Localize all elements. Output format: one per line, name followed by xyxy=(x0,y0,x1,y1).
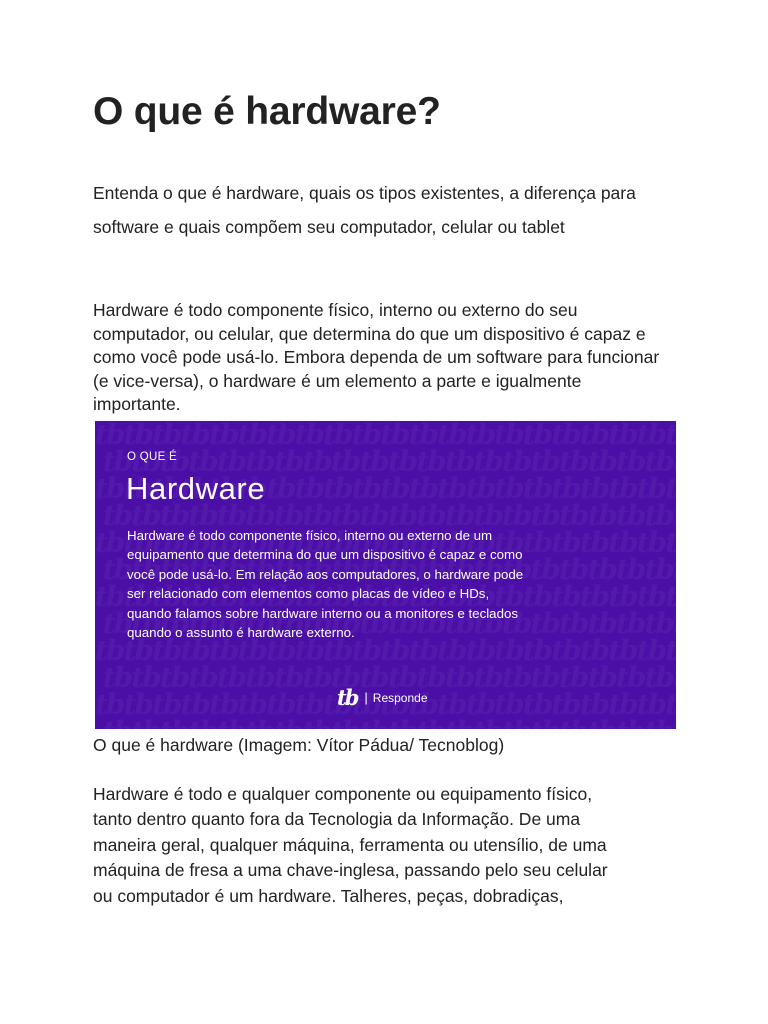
hardware-infographic-image xyxy=(95,421,676,729)
figure-body-line: quando falamos sobre hardware interno ou a monitores e teclados xyxy=(127,605,519,621)
paragraph-line: importante. xyxy=(93,394,181,415)
subtitle-line: Entenda o que é hardware, quais os tipos existentes, a diferença para xyxy=(93,183,636,203)
paragraph-line: computador, ou celular, que determina do que um dispositivo é capaz e xyxy=(93,323,646,344)
body-paragraph xyxy=(93,782,683,909)
paragraph-line: Hardware é todo e qualquer componente ou equipamento físico, xyxy=(93,784,593,804)
figure-body-line: ser relacionado com elementos como placas de vídeo e HDs, xyxy=(127,586,490,602)
page-title: O que é hardware? xyxy=(93,90,441,133)
figure-heading: Hardware xyxy=(126,471,266,506)
figure-body-line: Hardware é todo componente físico, interno ou externo de um xyxy=(127,528,493,543)
figure-body-line: você pode usá-lo. Em relação aos computadores, o hardware pode xyxy=(127,566,524,582)
logo-separator: | xyxy=(364,690,368,705)
intro-paragraph xyxy=(93,299,683,417)
figure-kicker: O QUE É xyxy=(127,451,178,463)
paragraph-line: (e vice-versa), o hardware é um elemento a parte e igualmente xyxy=(93,370,582,391)
tecnoblog-responde-logo xyxy=(337,686,428,710)
article-subtitle xyxy=(93,176,683,244)
paragraph-line: maneira geral, qualquer máquina, ferramenta ou utensílio, de uma xyxy=(93,834,607,855)
paragraph-line: ou computador é um hardware. Talheres, peças, dobradiças, xyxy=(93,885,564,906)
paragraph-line: como você pode usá-lo. Embora dependa de um software para funcionar xyxy=(93,347,660,368)
image-caption: O que é hardware (Imagem: Vítor Pádua/ Tecnoblog) xyxy=(93,735,505,755)
figure-body-line: equipamento que determina do que um dispositivo é capaz e como xyxy=(127,547,523,563)
figure-body-text xyxy=(127,526,597,642)
tb-logo-mark: tb xyxy=(337,685,358,710)
paragraph-line: máquina de fresa a uma chave-inglesa, passando pelo seu celular xyxy=(93,860,608,881)
logo-label: Responde xyxy=(372,691,428,705)
subtitle-line: software e quais compõem seu computador, celular ou tablet xyxy=(93,217,565,237)
paragraph-line: tanto dentro quanto fora da Tecnologia da Informação. De uma xyxy=(93,809,581,830)
paragraph-line: Hardware é todo componente físico, interno ou externo do seu xyxy=(93,300,578,320)
figure-body-line: quando o assunto é hardware externo. xyxy=(127,625,355,641)
